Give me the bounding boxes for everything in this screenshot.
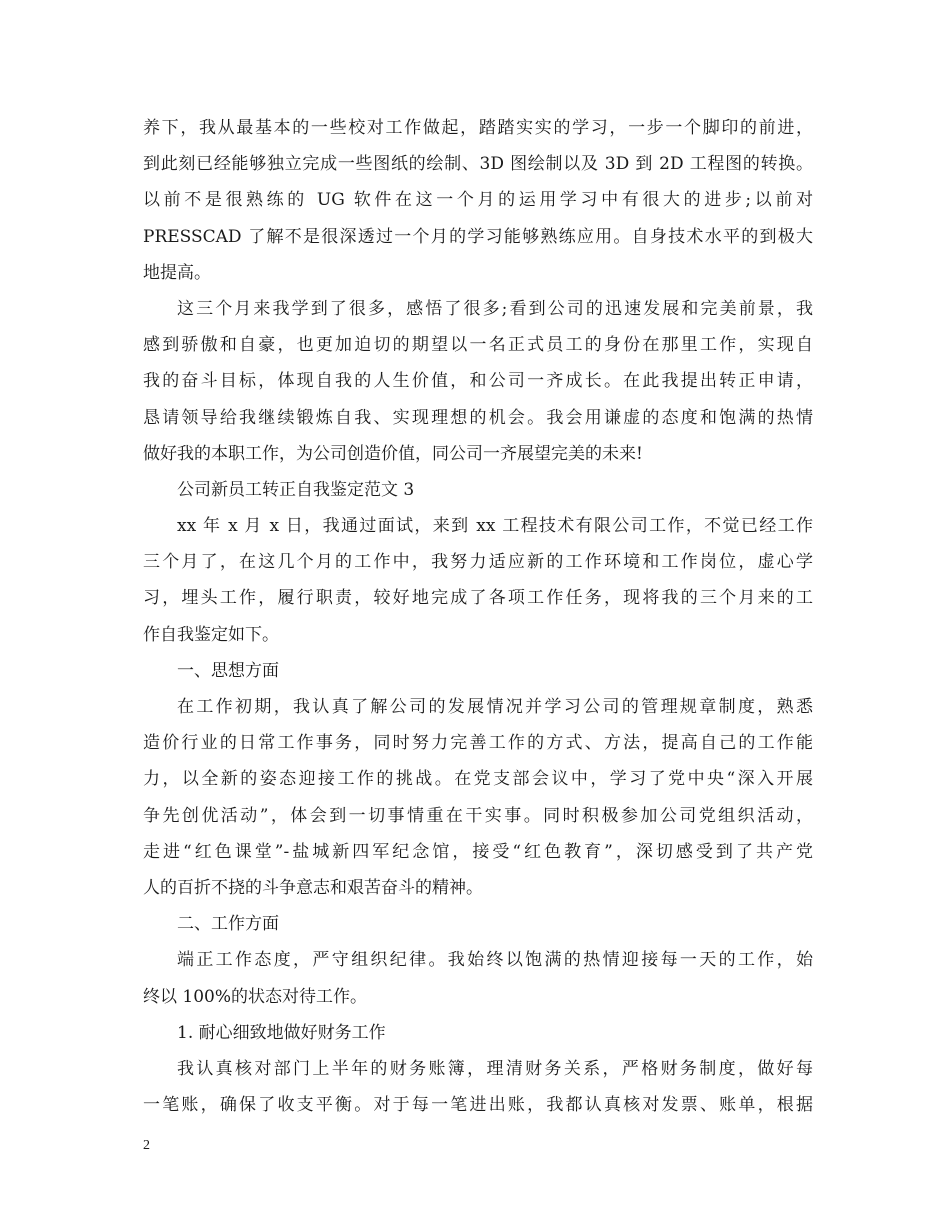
text-line: xx 年 x 月 x 日，我通过面试，来到 xx 工程技术有限公司工作，不觉已经工作 (177, 516, 813, 537)
text-line: 人的百折不挠的斗争意志和艰苦奋斗的精神。 (143, 877, 483, 898)
text-line: 这三个月来我学到了很多，感悟了很多;看到公司的迅速发展和完美前景，我 (177, 298, 813, 319)
text-line: 三个月了，在这几个月的工作中，我努力适应新的工作环境和工作岗位，虚心学 (143, 552, 813, 573)
text-line: 做好我的本职工作，为公司创造价值，同公司一齐展望完美的未来! (143, 443, 643, 464)
text-line: 二、工作方面 (177, 914, 279, 935)
text-line: 力，以全新的姿态迎接工作的挑战。在党支部会议中，学习了党中央“深入开展 (143, 769, 813, 790)
text-line: 习，埋头工作，履行职责，较好地完成了各项工作任务，现将我的三个月来的工 (143, 588, 813, 609)
text-line: 1. 耐心细致地做好财务工作 (177, 1022, 386, 1043)
text-line: 以前不是很熟练的 UG 软件在这一个月的运用学习中有很大的进步;以前对 (143, 190, 813, 211)
text-line: 在工作初期，我认真了解公司的发展情况并学习公司的管理规章制度，熟悉 (177, 697, 813, 717)
text-line: 恳请领导给我继续锻炼自我、实现理想的机会。我会用谦虚的态度和饱满的热情 (143, 407, 813, 428)
text-line: 我的奋斗目标，体现自我的人生价值，和公司一齐成长。在此我提出转正申请， (143, 371, 813, 392)
text-line: 公司新员工转正自我鉴定范文 3 (177, 479, 415, 500)
text-line: 造价行业的日常工作事务，同时努力完善工作的方式、方法，提高自己的工作能 (143, 733, 813, 754)
text-line: 一笔账，确保了收支平衡。对于每一笔进出账，我都认真核对发票、账单，根据 (143, 1095, 813, 1116)
text-line: 我认真核对部门上半年的财务账簿，理清财务关系，严格财务制度，做好每 (177, 1058, 813, 1079)
text-line: 一、思想方面 (177, 660, 279, 681)
text-line: PRESSCAD 了解不是很深透过一个月的学习能够熟练应用。自身技术水平的到极大 (143, 226, 813, 247)
text-line: 作自我鉴定如下。 (143, 624, 279, 645)
text-line: 终以 100%的状态对待工作。 (143, 986, 368, 1007)
text-line: 养下，我从最基本的一些校对工作做起，踏踏实实的学习，一步一个脚印的前进， (143, 118, 813, 138)
text-line: 地提高。 (143, 262, 211, 283)
text-line: 端正工作态度，严守组织纪律。我始终以饱满的热情迎接每一天的工作，始 (177, 950, 813, 971)
text-line: 争先创优活动”，体会到一切事情重在干实事。同时积极参加公司党组织活动， (143, 805, 813, 826)
page-number: 2 (143, 1138, 150, 1153)
document-body (143, 110, 813, 1123)
text-line: 走进“红色课堂”-盐城新四军纪念馆，接受“红色教育”，深切感受到了共产党 (143, 841, 813, 862)
text-line: 到此刻已经能够独立完成一些图纸的绘制、3D 图绘制以及 3D 到 2D 工程图的转换。 (143, 154, 813, 175)
text-line: 感到骄傲和自豪，也更加迫切的期望以一名正式员工的身份在那里工作，实现自 (143, 335, 813, 356)
